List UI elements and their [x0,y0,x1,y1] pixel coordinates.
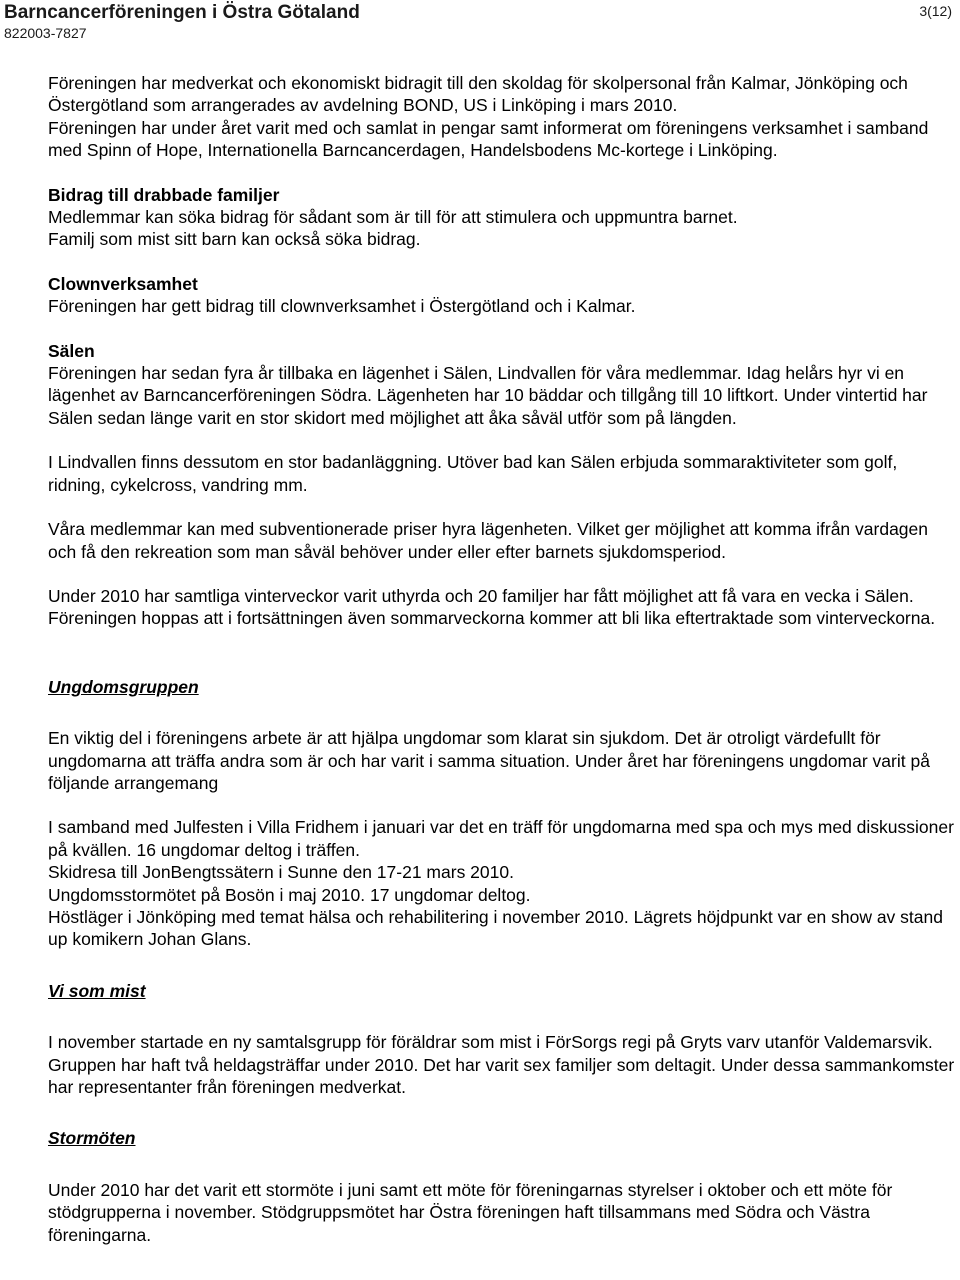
clown-text: Föreningen har gett bidrag till clownverksamhet i Östergötland och i Kalmar. [48,296,636,317]
intro-paragraph: Föreningen har under året varit med och samlat in pengar samt informerat om föreningens verksamhet i samband med Spinn of Hope, Internationella Barncancerdagen, Handelsbodens Mc-kortege i Linköping. [48,117,929,161]
page-header [0,0,960,46]
organization-number: 822003-7827 [4,25,87,41]
salen-paragraph: Föreningen har sedan fyra år tillbaka en lägenhet i Sälen, Lindvallen för våra medlemmar. Idag helårs hyr vi en lägenhet av Barncancerföreningen Södra. Lägenheten har 10 bäddar och tillgång till 10 liftkort. Under vintertid har Sälen sedan länge varit en stor skidort med möjlighet att åka såväl utför som på längden. [48,363,928,428]
page-number: 3(12) [919,3,952,19]
ungdom-event: Höstläger i Jönköping med temat hälsa och rehabilitering i november 2010. Lägrets höjdpunkt var en show av stand up komikern Johan Glans. [48,906,943,950]
section-heading-salen: Sälen [48,340,95,361]
ungdom-event: I samband med Julfesten i Villa Fridhem i januari var det en träff för ungdomarna med spa och mys med diskussioner på kvällen. 16 ungdomar deltog i träffen. [48,817,954,860]
vi-som-mist-paragraph: I november startade en ny samtalsgrupp för föräldrar som mist i FörSorgs regi på Gryts varv utanför Valdemarsvik. Gruppen har haft två heldagsträffar under 2010. Det har varit sex familjer som deltagit. Under dessa sammankomster har representanter från föreningen medverkat. [48,1032,955,1097]
section-heading-bidrag: Bidrag till drabbade familjer [48,184,280,205]
ungdom-event: Ungdomsstormötet på Bosön i maj 2010. 17 ungdomar deltog. [48,884,531,905]
organization-name: Barncancerföreningen i Östra Götaland [4,2,360,23]
salen-paragraph: Våra medlemmar kan med subventionerade priser hyra lägenheten. Vilket ger möjlighet att komma ifrån vardagen och få den rekreation som man såväl behöver under eller efter barnets sjukdomsperiod. [48,519,928,562]
section-heading-vi-som-mist: Vi som mist [48,980,146,1001]
stormoten-paragraph: Under 2010 har det varit ett stormöte i juni samt ett möte för föreningarnas styrelser i oktober och ett möte för stödgrupperna i november. Stödgruppsmötet har Östra föreningen haft tillsammans med Södra och Västra föreningarna. [48,1179,893,1245]
section-heading-ungdomsgruppen: Ungdomsgruppen [48,676,199,697]
section-heading-clown: Clownverksamhet [48,273,198,294]
salen-paragraph: I Lindvallen finns dessutom en stor badanläggning. Utöver bad kan Sälen erbjuda sommaraktiviteter som golf, ridning, cykelcross, vandring mm. [48,452,898,495]
ungdom-event: Skidresa till JonBengtssätern i Sunne den 17-21 mars 2010. [48,862,514,883]
intro-paragraph: Föreningen har medverkat och ekonomiskt bidragit till den skoldag för skolpersonal från Kalmar, Jönköping och Östergötland som arrangerades av avdelning BOND, US i Linköping i mars 2010. [48,73,908,116]
bidrag-text: Familj som mist sitt barn kan också söka bidrag. [48,229,421,250]
document-body [48,72,958,1246]
section-heading-stormoten: Stormöten [48,1128,136,1149]
bidrag-text: Medlemmar kan söka bidrag för sådant som är till för att stimulera och uppmuntra barnet. [48,207,738,228]
ungdom-paragraph: En viktig del i föreningens arbete är att hjälpa ungdomar som klarat sin sjukdom. Det är otroligt värdefullt för ungdomarna att träffa andra som är och har varit i samma situation. Under året har föreningens ungdomar varit på följande arrangemang [48,728,930,793]
salen-paragraph: Under 2010 har samtliga vinterveckor varit uthyrda och 20 familjer har fått möjlighet att få vara en vecka i Sälen. Föreningen hoppas att i fortsättningen även sommarveckorna kommer att bli lika eftertraktade som vinterveckorna. [48,585,936,629]
